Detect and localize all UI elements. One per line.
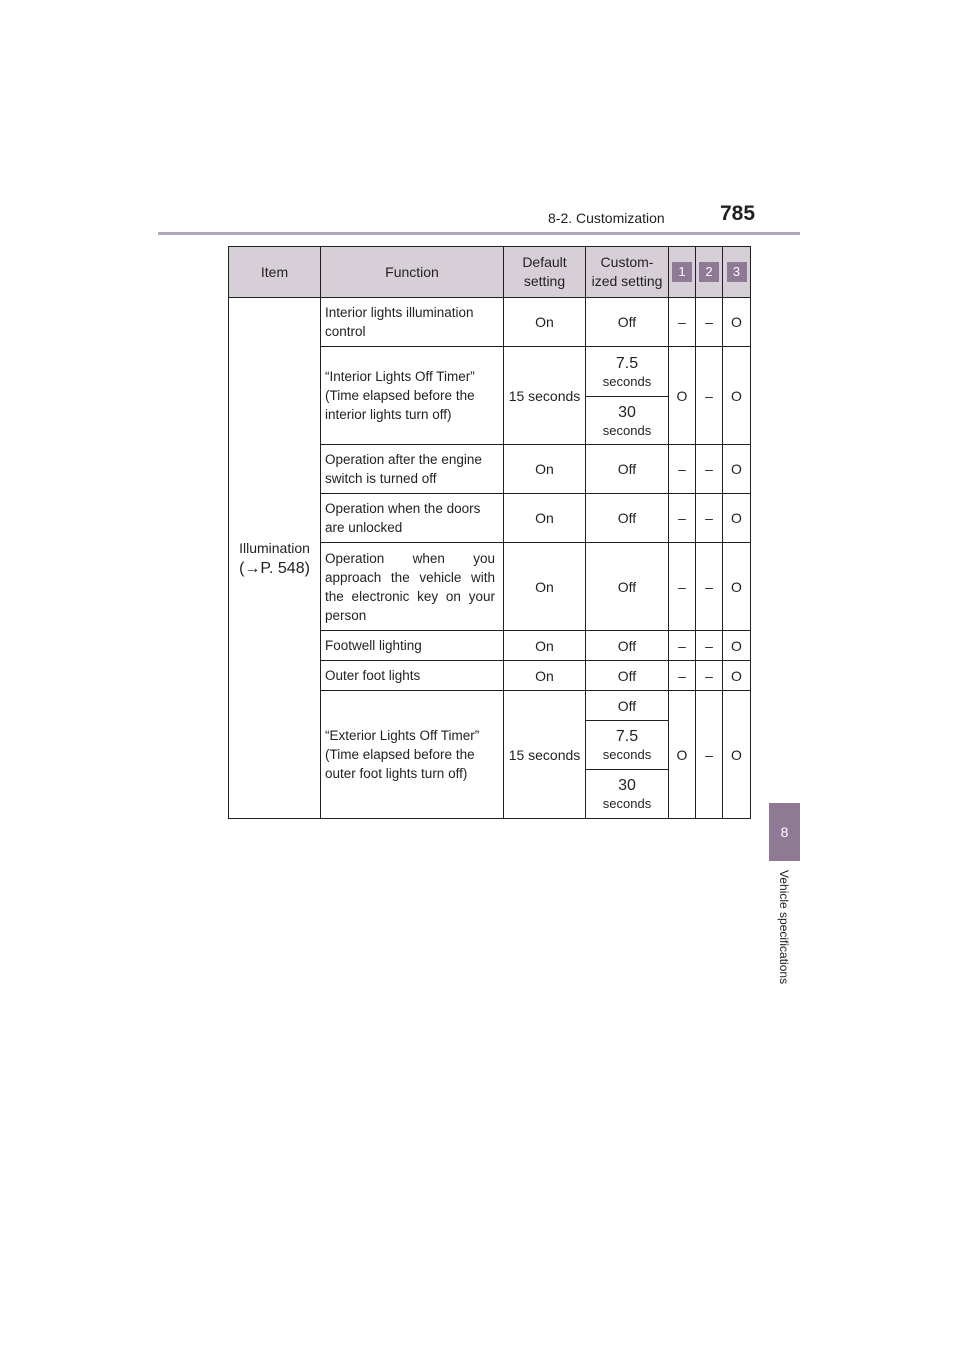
custom-cell: 30 seconds [586,770,669,819]
function-cell: Operation after the engine switch is turned off [321,445,504,494]
header-divider [158,232,800,235]
custom-cell: 7.5 seconds [586,347,669,397]
function-cell: Operation when the doors are unlocked [321,494,504,543]
custom-cell: Off [586,661,669,691]
setting-2-cell: – [696,298,723,347]
setting-3-cell: O [723,445,751,494]
custom-cell: Off [586,445,669,494]
function-cell: Footwell lighting [321,631,504,661]
col-2-header [696,247,723,298]
number-2-badge: 2 [699,262,719,282]
setting-3-cell: O [723,347,751,445]
number-3-badge: 3 [727,262,747,282]
item-cell [229,298,321,819]
default-cell: On [504,631,586,661]
setting-2-cell: – [696,445,723,494]
custom-cell: Off [586,691,669,721]
function-cell: Interior lights illumination control [321,298,504,347]
col-3-header [723,247,751,298]
custom-cell: Off [586,298,669,347]
section-title: 8-2. Customization [548,210,665,226]
setting-1-cell: O [669,347,696,445]
chapter-tab[interactable]: 8 [769,803,800,861]
function-cell: Outer foot lights [321,661,504,691]
setting-2-cell: – [696,347,723,445]
chapter-label-text: Vehicle specifications [777,870,791,985]
default-cell: On [504,661,586,691]
setting-1-cell: – [669,543,696,631]
setting-3-cell: O [723,298,751,347]
setting-3-cell: O [723,691,751,819]
custom-cell: Off [586,543,669,631]
chapter-label [777,870,791,1020]
setting-1-cell: – [669,494,696,543]
col-custom-header: Custom- ized setting [586,247,669,298]
default-cell: On [504,298,586,347]
setting-3-cell: O [723,543,751,631]
col-default-header: Default setting [504,247,586,298]
function-cell: Operation when you approach the vehicle with the electronic key on your person [321,543,504,631]
setting-1-cell: – [669,298,696,347]
setting-2-cell: – [696,631,723,661]
custom-cell: Off [586,631,669,661]
setting-1-cell: – [669,661,696,691]
custom-cell: 7.5 seconds [586,721,669,770]
table-header-row [229,247,751,298]
setting-1-cell: – [669,631,696,661]
default-cell: On [504,543,586,631]
col-1-header [669,247,696,298]
col-function-header: Function [321,247,504,298]
custom-cell: Off [586,494,669,543]
default-cell: On [504,494,586,543]
number-1-badge: 1 [672,262,692,282]
custom-cell: 30 seconds [586,397,669,445]
item-page-reference[interactable]: (→P. 548) [239,559,310,577]
setting-2-cell: – [696,494,723,543]
col-item-header: Item [229,247,321,298]
setting-2-cell: – [696,691,723,819]
setting-3-cell: O [723,661,751,691]
customization-table [228,246,751,819]
setting-3-cell: O [723,494,751,543]
default-cell: 15 seconds [504,691,586,819]
setting-2-cell: – [696,661,723,691]
default-cell: 15 seconds [504,347,586,445]
function-cell: “Exterior Lights Off Timer” (Time elapsed before the outer foot lights turn off) [321,691,504,819]
item-label: Illumination [239,539,310,556]
setting-1-cell: O [669,691,696,819]
setting-2-cell: – [696,543,723,631]
setting-1-cell: – [669,445,696,494]
default-cell: On [504,445,586,494]
setting-3-cell: O [723,631,751,661]
function-cell: “Interior Lights Off Timer” (Time elapsed before the interior lights turn off) [321,347,504,445]
table-row [229,298,751,347]
page-number: 785 [720,202,756,225]
